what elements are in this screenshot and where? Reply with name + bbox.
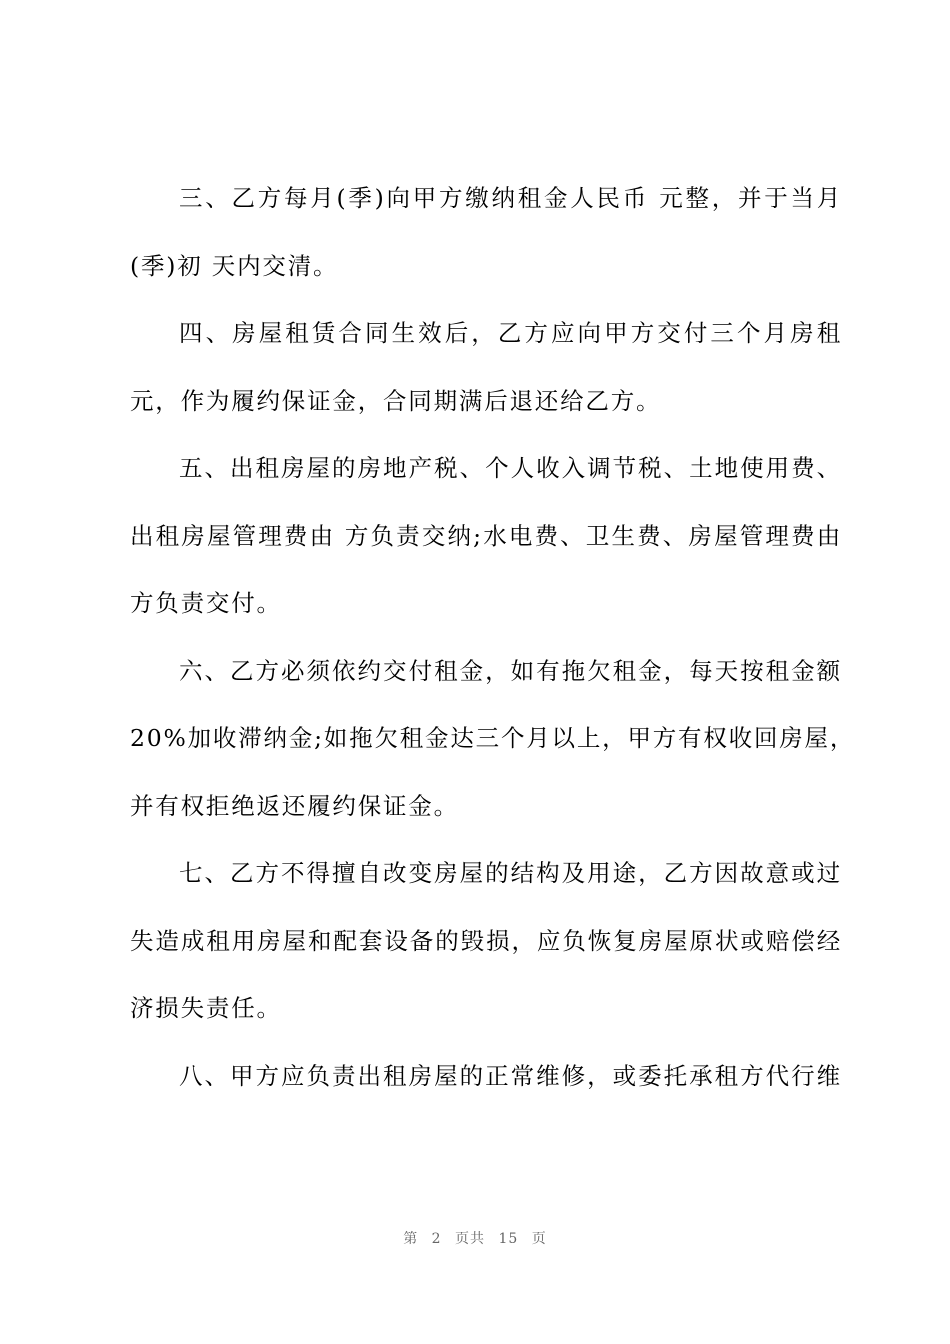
clause-6-line-1: 六、乙方必须依约交付租金，如有拖欠租金，每天按租金额 — [179, 656, 842, 685]
clause-6-line-3: 并有权拒绝返还履约保证金。 — [130, 791, 459, 820]
current-page-number: 2 — [431, 1231, 442, 1247]
page-footer — [0, 1228, 950, 1248]
footer-suffix: 页 — [531, 1231, 547, 1247]
contract-body — [130, 168, 856, 1113]
clause-7-line-3: 济损失责任。 — [130, 994, 282, 1022]
footer-middle: 页共 — [455, 1231, 486, 1247]
clause-8-line-1: 八、甲方应负责出租房屋的正常维修，或委托承租方代行维 — [179, 1061, 842, 1090]
clause-4-line-1: 四、房屋租赁合同生效后，乙方应向甲方交付三个月房租 — [179, 319, 842, 347]
total-pages-number: 15 — [498, 1231, 519, 1247]
clause-7-line-1: 七、乙方不得擅自改变房屋的结构及用途，乙方因故意或过 — [179, 859, 842, 887]
clause-6-line-2: 20%加收滞纳金;如拖欠租金达三个月以上，甲方有权收回房屋， — [130, 724, 856, 752]
clause-7-line-2: 失造成租用房屋和配套设备的毁损，应负恢复房屋原状或赔偿经 — [130, 926, 842, 955]
clause-3-line-1: 三、乙方每月(季)向甲方缴纳租金人民币 元整，并于当月 — [179, 184, 842, 212]
clause-3-line-2: (季)初 天内交清。 — [130, 251, 339, 280]
clause-5-line-2: 出租房屋管理费由 方负责交纳;水电费、卫生费、房屋管理费由 — [130, 521, 842, 550]
footer-prefix: 第 — [403, 1231, 419, 1247]
clause-4-line-2: 元，作为履约保证金，合同期满后退还给乙方。 — [130, 386, 662, 415]
clause-5-line-1: 五、出租房屋的房地产税、个人收入调节税、土地使用费、 — [179, 454, 842, 482]
clause-5-line-3: 方负责交付。 — [130, 589, 282, 617]
